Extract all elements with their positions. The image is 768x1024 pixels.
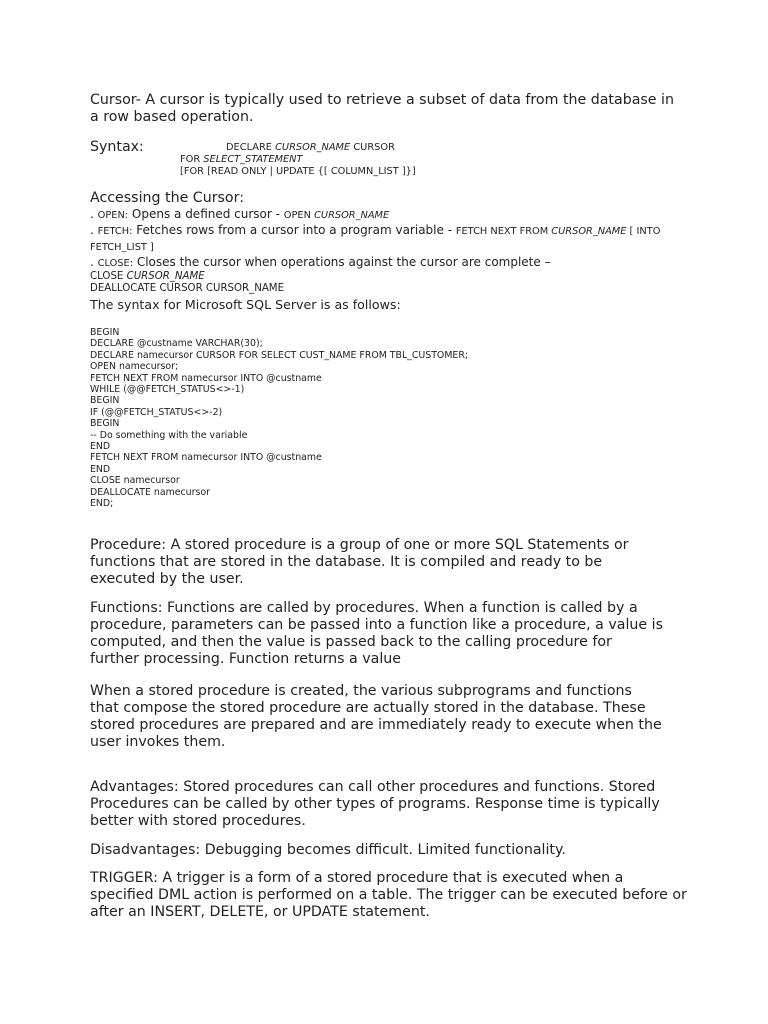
syntax-line: FOR SELECT_STATEMENT <box>180 154 303 166</box>
code-line: BEGIN <box>90 327 120 338</box>
code-line: IF (@@FETCH_STATUS<>-2) <box>90 406 223 418</box>
close-code: CLOSE CURSOR_NAME <box>90 271 205 282</box>
syntax-block <box>180 142 416 179</box>
code-line: DECLARE namecursor CURSOR FOR SELECT CUST_NAME FROM TBL_CUSTOMER; <box>90 349 468 361</box>
disadvantages-paragraph: Disadvantages: Debugging becomes difficult. Limited functionality. <box>90 842 566 858</box>
code-line: CLOSE namecursor <box>90 475 180 487</box>
code-block <box>90 327 690 510</box>
mssql-heading: The syntax for Microsoft SQL Server is as follows: <box>90 297 401 312</box>
open-line: . OPEN: Opens a defined cursor - OPEN CURSOR_NAME <box>90 207 390 221</box>
code-line: FETCH NEXT FROM namecursor INTO @custname <box>90 452 322 464</box>
cursor-intro: Cursor- A cursor is typically used to retrieve a subset of data from the database in a row based operation. <box>90 92 674 125</box>
code-line: END <box>90 441 111 453</box>
code-line: DEALLOCATE namecursor <box>90 486 210 498</box>
fetch-line: . FETCH: Fetches rows from a cursor into a program variable - FETCH NEXT FROM CURSOR_NAME [ INTO FETCH_LIST ] <box>90 223 661 253</box>
syntax-line: [FOR [READ ONLY | UPDATE {[ COLUMN_LIST ]}] <box>180 166 416 178</box>
code-line: DECLARE @custname VARCHAR(30); <box>90 338 263 350</box>
code-line: BEGIN <box>90 418 120 430</box>
code-line: -- Do something with the variable <box>90 429 248 441</box>
deallocate-line: DEALLOCATE CURSOR CURSOR_NAME <box>90 282 285 294</box>
stored-procedure-paragraph: When a stored procedure is created, the various subprograms and functions that compose the stored procedure are actually stored in the database. These stored procedures are prepared and are immediately ready to execute when the user invokes them. <box>90 683 662 750</box>
close-line: . CLOSE: Closes the cursor when operations against the cursor are complete – <box>90 255 551 269</box>
code-line: BEGIN <box>90 395 120 407</box>
code-line: WHILE (@@FETCH_STATUS<>-1) <box>90 384 245 396</box>
code-line: OPEN namecursor; <box>90 361 179 373</box>
syntax-line: DECLARE CURSOR_NAME CURSOR <box>226 142 395 153</box>
procedure-paragraph: Procedure: A stored procedure is a group of one or more SQL Statements or functions that are stored in the database. It is compiled and ready to be executed by the user. <box>90 537 629 587</box>
accessing-section <box>90 190 690 294</box>
syntax-label: Syntax: <box>90 139 144 155</box>
functions-paragraph: Functions: Functions are called by procedures. When a function is called by a procedure, parameters can be passed into a function like a procedure, a value is computed, and then the value is passed back to the calling procedure for further processing. Function returns a value <box>90 600 663 667</box>
trigger-paragraph: TRIGGER: A trigger is a form of a stored procedure that is executed when a specified DML action is performed on a table. The trigger can be executed before or after an INSERT, DELETE, or UPDATE statement. <box>90 870 687 920</box>
code-line: END; <box>90 498 114 510</box>
code-line: END <box>90 463 111 475</box>
code-line: FETCH NEXT FROM namecursor INTO @custname <box>90 372 322 384</box>
accessing-heading: Accessing the Cursor: <box>90 190 244 206</box>
advantages-paragraph: Advantages: Stored procedures can call other procedures and functions. Stored Procedures can be called by other types of programs. Response time is typically better with stored procedures. <box>90 779 660 829</box>
